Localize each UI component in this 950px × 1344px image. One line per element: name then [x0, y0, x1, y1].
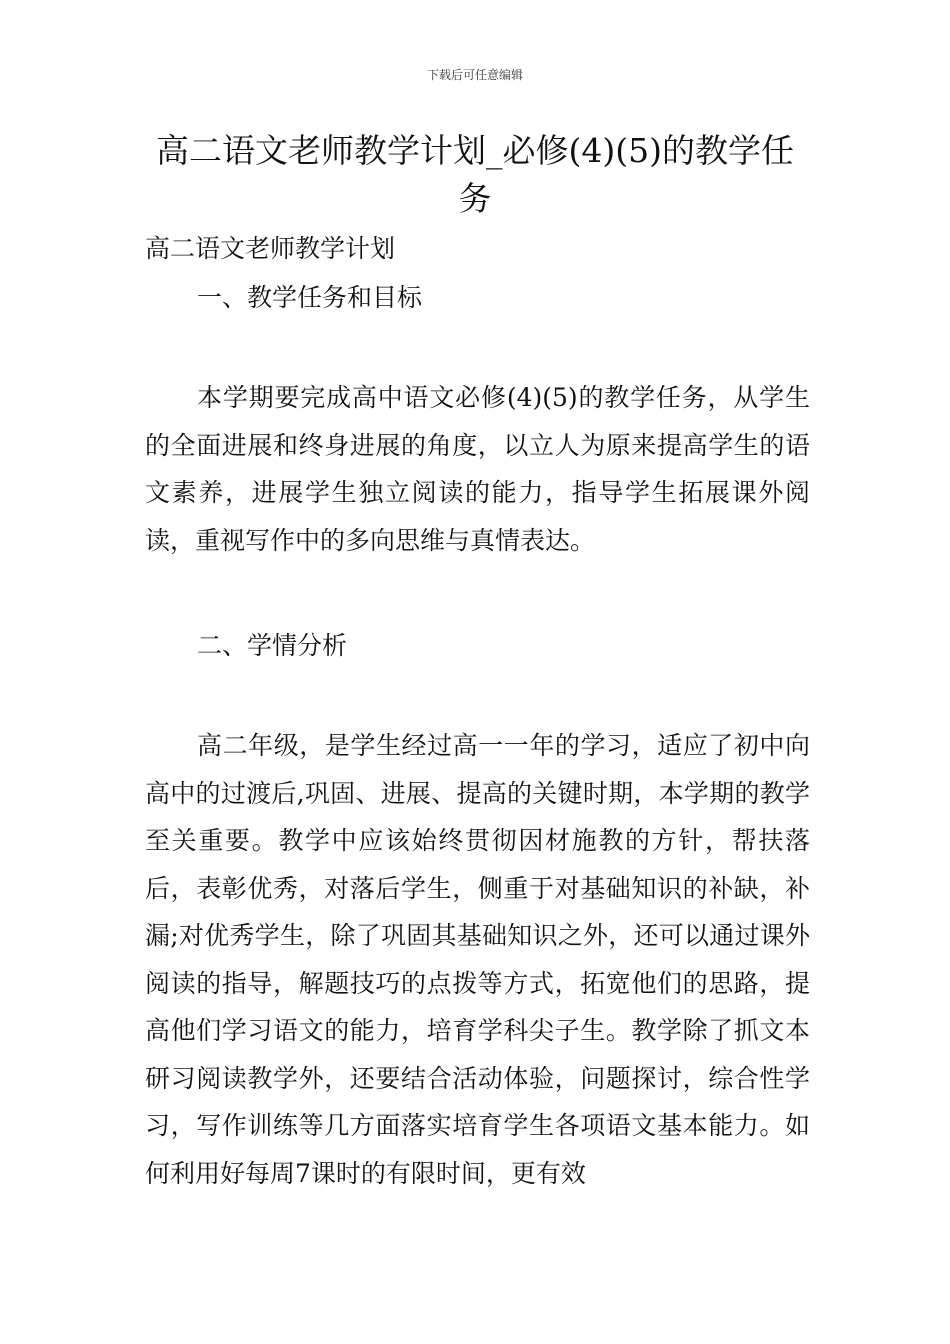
- paragraph-teaching-goals: 本学期要完成高中语文必修(4)(5)的教学任务，从学生的全面进展和终身进展的角度，以立人为原来提高学生的语文素养，进展学生独立阅读的能力，指导学生拓展课外阅读，重视写作中的多向思维与真情表达。: [145, 383, 810, 555]
- document-title: 高二语文老师教学计划_必修(4)(5)的教学任务: [156, 131, 794, 218]
- section-heading-teaching-goals: 一、教学任务和目标: [197, 283, 423, 312]
- document-subtitle: 高二语文老师教学计划: [145, 234, 396, 263]
- paragraph-student-analysis: 高二年级，是学生经过高一一年的学习，适应了初中向高中的过渡后,巩固、进展、提高的关键时期，本学期的教学至关重要。教学中应该始终贯彻因材施教的方针，帮扶落后，表彰优秀，对落后学生，侧重于对基础知识的补缺，补漏;对优秀学生，除了巩固其基础知识之外，还可以通过课外阅读的指导，解题技巧的点拨等方式，拓宽他们的思路，提高他们学习语文的能力，培育学科尖子生。教学除了抓文本研习阅读教学外，还要结合活动体验，问题探讨，综合性学习，写作训练等几方面落实培育学生各项语文基本能力。如何利用好每周7课时的有限时间，更有效: [145, 731, 810, 1188]
- section-heading-student-analysis: 二、学情分析: [197, 631, 348, 660]
- header-note: 下载后可任意编辑: [426, 68, 523, 82]
